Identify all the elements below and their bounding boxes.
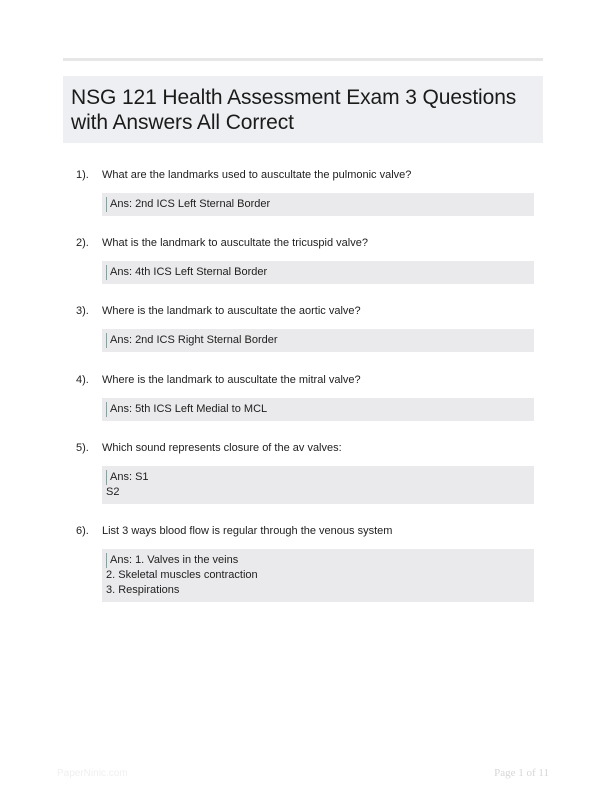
title-banner bbox=[63, 76, 543, 143]
answer-line: 2. Skeletal muscles contraction bbox=[106, 569, 258, 581]
answer-box bbox=[102, 193, 534, 216]
answer-line: Ans: S1 bbox=[106, 470, 530, 485]
question-text: What are the landmarks used to auscultate the pulmonic valve? bbox=[102, 169, 412, 181]
answer-box bbox=[102, 329, 534, 352]
document-title: NSG 121 Health Assessment Exam 3 Questions with Answers All Correct bbox=[71, 86, 517, 134]
answer-box bbox=[102, 261, 534, 284]
question-number: 3). bbox=[76, 305, 89, 317]
answer-box bbox=[102, 466, 534, 504]
header-divider bbox=[63, 58, 543, 61]
question-number: 5). bbox=[76, 442, 89, 454]
question-text: What is the landmark to auscultate the tricuspid valve? bbox=[102, 237, 368, 249]
answer-line: 3. Respirations bbox=[106, 584, 180, 596]
question-text: List 3 ways blood flow is regular through the venous system bbox=[102, 525, 393, 537]
question-number: 6). bbox=[76, 525, 89, 537]
answer-box bbox=[102, 549, 534, 602]
question-text: Where is the landmark to auscultate the aortic valve? bbox=[102, 305, 361, 317]
footer-watermark: PaperNinic.com bbox=[57, 768, 128, 779]
question-number: 1). bbox=[76, 169, 89, 181]
question-number: 2). bbox=[76, 237, 89, 249]
answer-line: Ans: 1. Valves in the veins bbox=[106, 553, 530, 568]
answer-line: Ans: 5th ICS Left Medial to MCL bbox=[106, 402, 530, 417]
answer-line: Ans: 2nd ICS Left Sternal Border bbox=[106, 197, 530, 212]
answer-box bbox=[102, 398, 534, 421]
question-number: 4). bbox=[76, 374, 89, 386]
question-text: Where is the landmark to auscultate the mitral valve? bbox=[102, 374, 361, 386]
answer-line: Ans: 2nd ICS Right Sternal Border bbox=[106, 333, 530, 348]
page-indicator: Page 1 of 11 bbox=[494, 767, 549, 779]
question-text: Which sound represents closure of the av valves: bbox=[102, 442, 342, 454]
answer-line: S2 bbox=[106, 486, 120, 498]
answer-line: Ans: 4th ICS Left Sternal Border bbox=[106, 265, 530, 280]
